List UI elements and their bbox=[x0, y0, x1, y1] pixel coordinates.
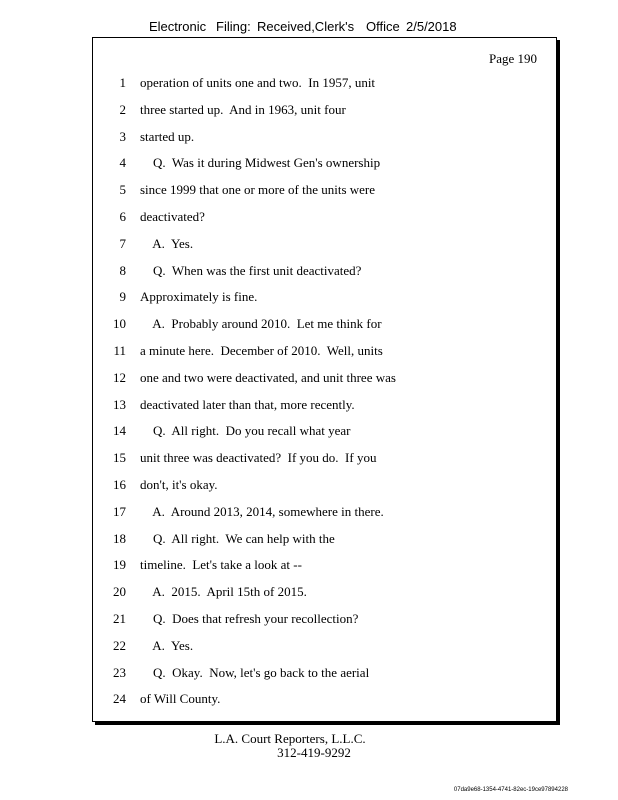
transcript-line bbox=[93, 128, 553, 146]
transcript-line bbox=[93, 288, 553, 306]
header-received: Received,Clerk's bbox=[257, 19, 355, 34]
filing-stamp-header bbox=[0, 19, 618, 37]
transcript-line bbox=[93, 637, 553, 655]
header-date: 2/5/2018 bbox=[406, 19, 457, 34]
line-number: 13 bbox=[113, 396, 126, 412]
line-number: 12 bbox=[113, 369, 126, 385]
transcript-line bbox=[93, 74, 553, 92]
transcript-line bbox=[93, 396, 553, 414]
line-text: since 1999 that one or more of the units were bbox=[140, 182, 376, 198]
line-text: deactivated later than that, more recently. bbox=[140, 396, 355, 412]
line-number: 18 bbox=[113, 530, 126, 546]
header-filing: Filing: bbox=[216, 19, 251, 34]
line-text: don't, it's okay. bbox=[140, 477, 218, 492]
line-text: unit three was deactivated? If you do. If you bbox=[140, 450, 377, 466]
line-number: 24 bbox=[113, 691, 126, 707]
transcript-line bbox=[93, 342, 553, 360]
transcript-line bbox=[93, 610, 553, 628]
line-number: 14 bbox=[113, 423, 126, 439]
line-text: A. 2015. April 15th of 2015. bbox=[140, 584, 307, 600]
line-number: 6 bbox=[119, 209, 126, 224]
page-number: Page 190 bbox=[488, 51, 537, 66]
line-text: of Will County. bbox=[140, 691, 221, 707]
transcript-line bbox=[93, 664, 553, 682]
line-number: 4 bbox=[119, 155, 126, 171]
line-text: Q. All right. We can help with the bbox=[140, 530, 335, 546]
line-text: one and two were deactivated, and unit three was bbox=[140, 369, 396, 385]
transcript-line bbox=[93, 262, 553, 280]
line-text: A. Around 2013, 2014, somewhere in there. bbox=[140, 503, 384, 519]
line-number: 8 bbox=[119, 262, 126, 278]
line-text: A. Probably around 2010. Let me think for bbox=[140, 316, 382, 332]
line-number: 3 bbox=[119, 128, 126, 144]
line-text: a minute here. December of 2010. Well, units bbox=[140, 343, 383, 358]
transcript-line bbox=[93, 503, 553, 521]
line-number: 20 bbox=[113, 584, 126, 600]
transcript-line bbox=[93, 583, 553, 601]
line-text: Q. Okay. Now, let's go back to the aerial bbox=[140, 664, 370, 680]
transcript-line bbox=[93, 422, 553, 440]
transcript-line bbox=[93, 690, 553, 708]
footer-company: L.A. Court Reporters, L.L.C. bbox=[214, 731, 366, 746]
line-text: Q. Does that refresh your recollection? bbox=[140, 611, 359, 626]
transcript-line bbox=[93, 476, 553, 494]
line-number: 21 bbox=[113, 611, 126, 626]
line-text: three started up. And in 1963, unit four bbox=[140, 101, 346, 117]
transcript-line bbox=[93, 530, 553, 548]
line-text: A. Yes. bbox=[140, 235, 194, 251]
line-number: 5 bbox=[119, 182, 126, 198]
transcript-page-frame bbox=[92, 37, 557, 722]
line-number: 10 bbox=[113, 316, 126, 332]
transcript-line bbox=[93, 449, 553, 467]
line-number: 7 bbox=[119, 235, 126, 251]
line-text: operation of units one and two. In 1957, unit bbox=[140, 75, 376, 90]
line-text: Q. All right. Do you recall what year bbox=[140, 423, 351, 439]
document-hash: 07da9e68-1354-4741-82ec-19ce97894228 bbox=[453, 787, 568, 793]
line-number: 23 bbox=[113, 664, 126, 680]
line-text: A. Yes. bbox=[140, 637, 194, 653]
transcript-line bbox=[93, 556, 553, 574]
line-text: timeline. Let's take a look at -- bbox=[140, 557, 302, 573]
line-number: 9 bbox=[119, 289, 126, 305]
transcript-line bbox=[93, 369, 553, 387]
line-number: 2 bbox=[119, 101, 126, 117]
transcript-line bbox=[93, 315, 553, 333]
transcript-line bbox=[93, 208, 553, 226]
line-number: 22 bbox=[113, 637, 126, 653]
line-number: 16 bbox=[113, 477, 126, 492]
line-number: 15 bbox=[113, 450, 126, 466]
transcript-line bbox=[93, 154, 553, 172]
line-number: 17 bbox=[113, 503, 126, 519]
line-text: Q. Was it during Midwest Gen's ownership bbox=[140, 155, 381, 171]
footer-phone: 312-419-9292 bbox=[277, 745, 351, 760]
line-text: started up. bbox=[140, 128, 195, 144]
transcript-line bbox=[93, 181, 553, 199]
line-number: 11 bbox=[113, 343, 126, 358]
header-office: Office bbox=[366, 19, 400, 34]
line-text: Approximately is fine. bbox=[140, 289, 258, 305]
line-text: Q. When was the first unit deactivated? bbox=[140, 262, 362, 278]
transcript-line bbox=[93, 235, 553, 253]
line-text: deactivated? bbox=[140, 209, 205, 224]
line-number: 19 bbox=[113, 557, 126, 573]
transcript-line bbox=[93, 101, 553, 119]
header-electronic: Electronic bbox=[149, 19, 207, 34]
line-number: 1 bbox=[119, 75, 126, 90]
